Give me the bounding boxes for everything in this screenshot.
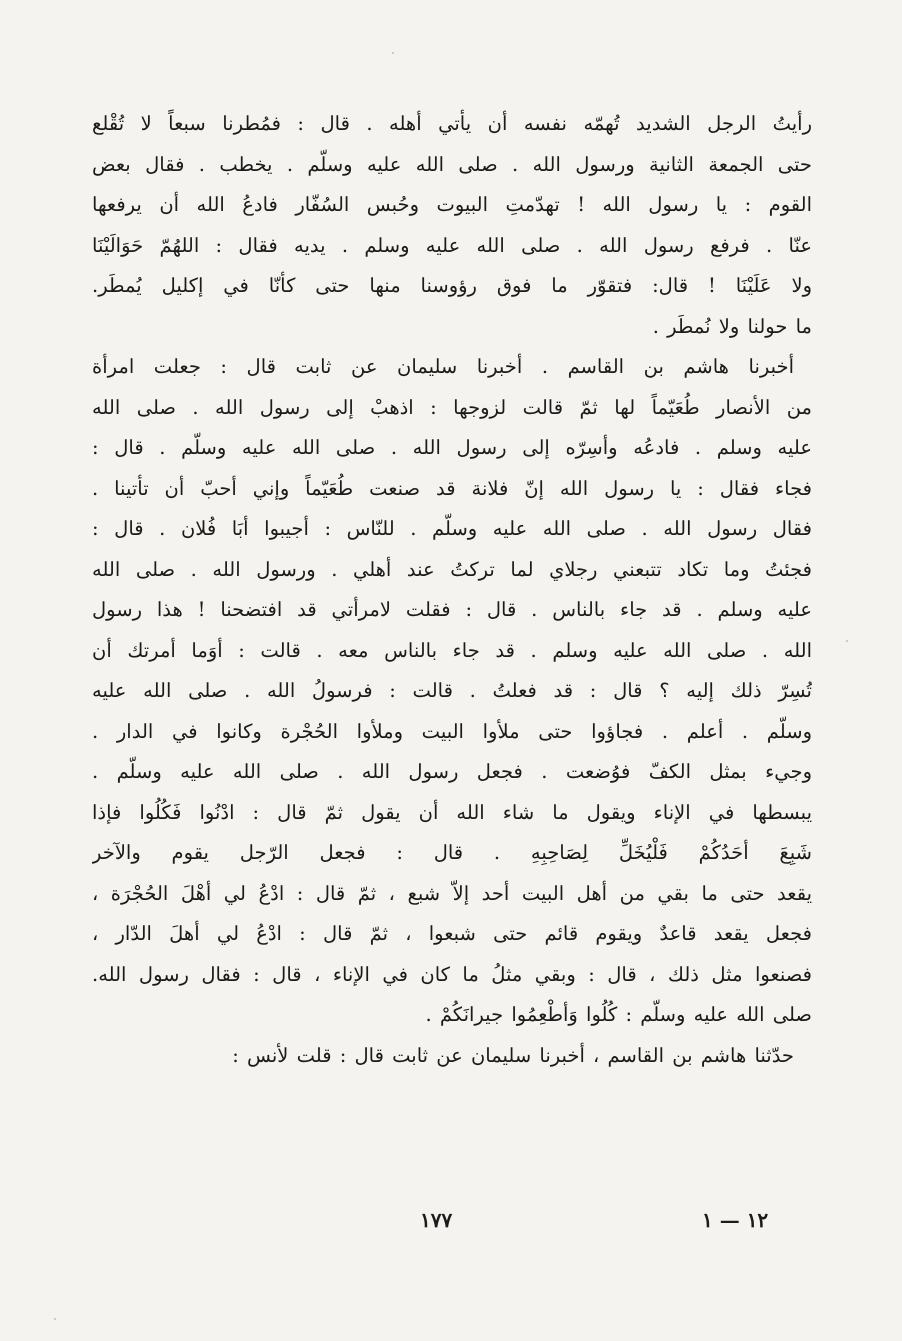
text-line: تُسِرّ ذلك إليه ؟ قال : قد فعلتُ . قالت : فرسولُ الله . صلى الله عليه bbox=[92, 679, 812, 702]
paper-speck bbox=[392, 52, 394, 54]
text-line: فقال رسول الله . صلى الله عليه وسلّم . للنّاس : أجيبوا أبَا فُلان . قال : bbox=[92, 517, 812, 540]
text-line: فجعل يقعد قاعدٌ ويقوم قائم حتى شبعوا ، ثمّ قال : ادْعُ لي أهلَ الدّار ، bbox=[92, 922, 812, 945]
paragraph-2 bbox=[92, 347, 812, 1036]
text-line: عنّا . فرفع رسول الله . صلى الله عليه وسلم . يديه فقال : اللهُمّ حَوَالَيْنَا bbox=[92, 233, 812, 257]
text-line: القوم : يا رسول الله ! تهدّمتِ البيوت وحُبس السُفّار فادعُ الله أن يرفعها bbox=[92, 193, 812, 216]
page-number: ١٧٧ bbox=[420, 1208, 453, 1232]
text-line: عليه وسلم . فادعُه وأسِرّه إلى رسول الله . صلى الله عليه وسلّم . قال : bbox=[92, 436, 812, 459]
text-line: ولا عَلَيْنَا ! قال: فتقوّر ما فوق رؤوسنا منها حتى كأنّا في إكليل يُمطَر. bbox=[92, 274, 812, 297]
text-line: يقعد حتى ما بقي من أهل البيت أحد إلاّ شبع ، ثمّ قال : ادْعُ لي أهْلَ الحُجْرَة ، bbox=[92, 881, 812, 905]
signature-mark: ١٢ — ١ bbox=[702, 1208, 769, 1232]
text-line: يبسطها في الإناء ويقول ما شاء الله أن يقول ثمّ قال : ادْنُوا فَكُلُوا فإذا bbox=[92, 800, 812, 824]
text-line: فجئتُ وما تكاد تتبعني رجلاي لما تركتُ عند أهلي . ورسول الله . صلى الله bbox=[92, 557, 812, 581]
text-line: صلى الله عليه وسلّم : كُلُوا وَأطْعِمُوا جيرانَكُمْ . bbox=[425, 1003, 812, 1026]
text-line: ما حولنا ولا نُمطَر . bbox=[652, 314, 812, 338]
text-line: عليه وسلم . قد جاء بالناس . قال : فقلت لامرأتي قد افتضحنا ! هذا رسول bbox=[92, 598, 812, 621]
text-line: شَبِعَ أحَدُكُمْ فَلْيُخَلِّ لِصَاحِبِهِ . قال : فجعل الرّجل يقوم والآخر bbox=[92, 841, 812, 864]
text-line: وجيء بمثل الكفّ فوُضعت . فجعل رسول الله . صلى الله عليه وسلّم . bbox=[92, 760, 812, 783]
text-line: رأيتُ الرجل الشديد تُهمّه نفسه أن يأتي أهله . قال : فمُطرنا سبعاً لا تُقْلع bbox=[92, 112, 812, 135]
body-text bbox=[92, 104, 812, 1076]
text-line: وسلّم . أعلم . فجاؤوا حتى ملأوا البيت وملأوا الحُجْرة وكانوا في الدار . bbox=[92, 719, 812, 743]
text-line: فجاء فقال : يا رسول الله إنّ فلانة قد صنعت طُعَيّماً وإني أحبّ أن تأتينا . bbox=[92, 476, 812, 500]
paper-speck bbox=[54, 1318, 56, 1320]
text-line: الله . صلى الله عليه وسلم . قد جاء بالناس معه . قالت : أوَما أمرتك أن bbox=[92, 638, 812, 662]
text-line: من الأنصار طُعَيّماً لها ثمّ قالت لزوجها : اذهبْ إلى رسول الله . صلى الله bbox=[92, 395, 812, 419]
text-line: حدّثنا هاشم بن القاسم ، أخبرنا سليمان عن ثابت قال : قلت لأنس : bbox=[232, 1043, 794, 1067]
paragraph-1 bbox=[92, 104, 812, 347]
paper-speck bbox=[846, 640, 848, 642]
page-footer bbox=[0, 1208, 902, 1240]
paragraph-3 bbox=[92, 1036, 812, 1077]
text-line: أخبرنا هاشم بن القاسم . أخبرنا سليمان عن ثابت قال : جعلت امرأة bbox=[92, 355, 794, 378]
text-line: حتى الجمعة الثانية ورسول الله . صلى الله عليه وسلّم . يخطب . فقال بعض bbox=[92, 152, 812, 176]
text-line: فصنعوا مثل ذلك ، قال : وبقي مثلُ ما كان في الإناء ، قال : فقال رسول الله. bbox=[92, 962, 812, 986]
